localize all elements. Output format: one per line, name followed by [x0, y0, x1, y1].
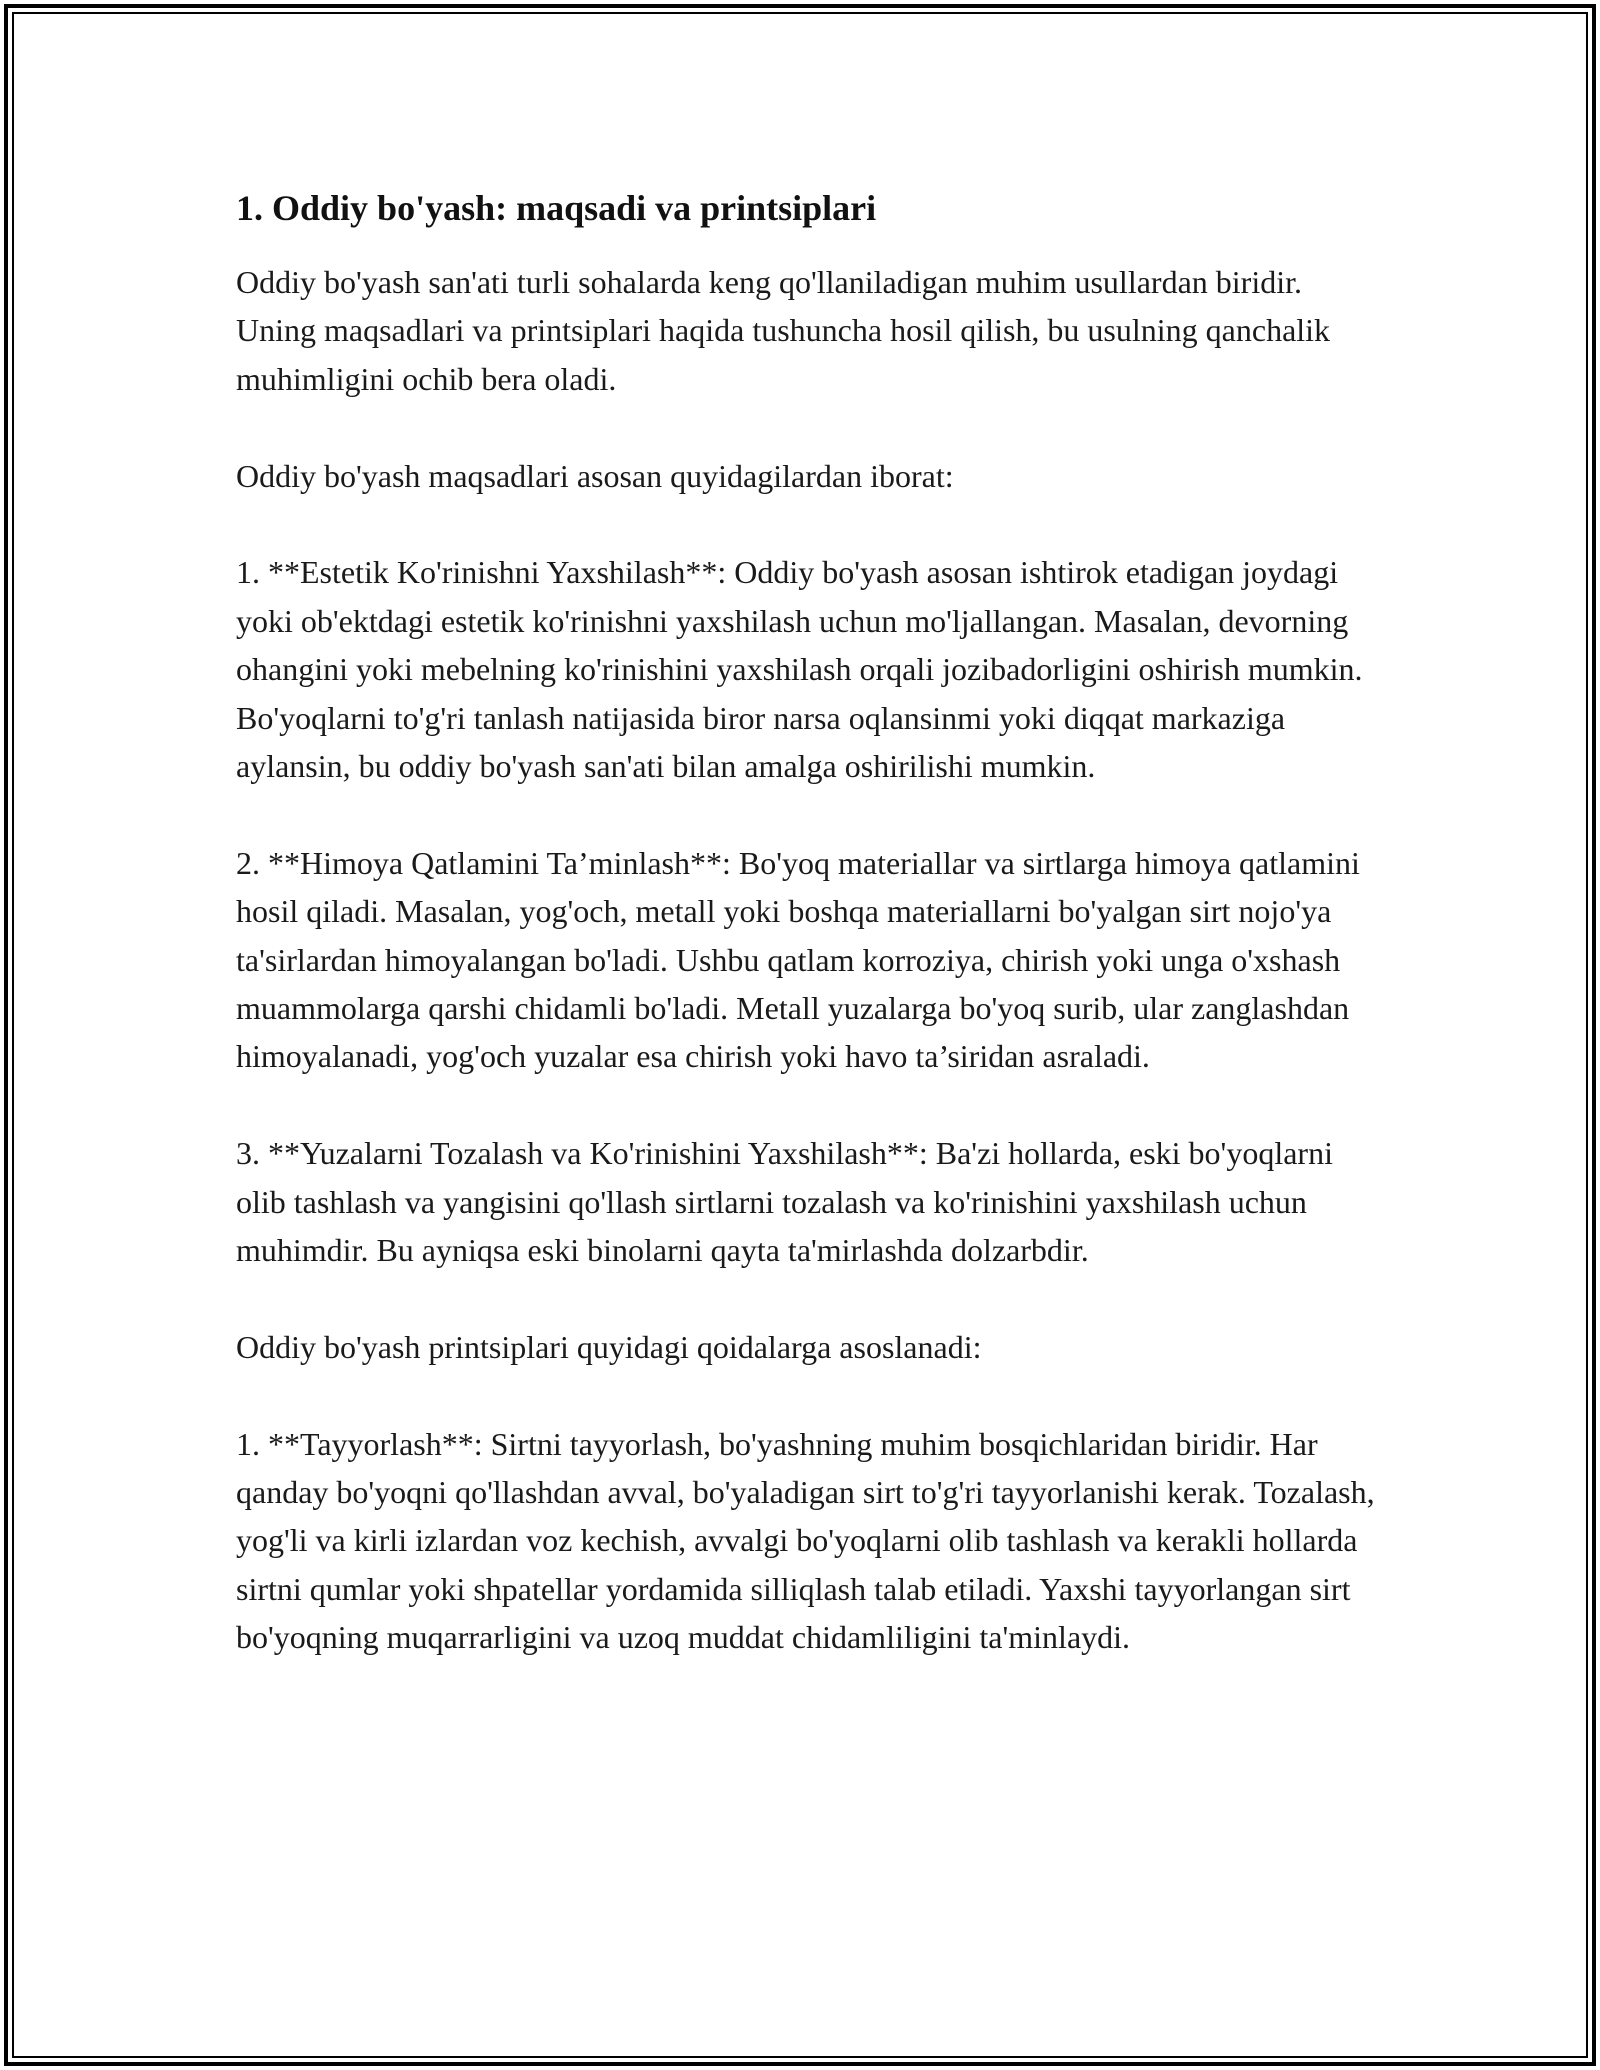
goal-item-cleaning: 3. **Yuzalarni Tozalash va Ko'rinishini Yaxshilash**: Ba'zi hollarda, eski bo'yoqlarni olib tashlash va yangisini qo'llash sirtlarni tozalash va ko'rinishini yaxshilash uchun muhimdir. Bu ayniqsa eski binolarni qayta ta'mirlashda dolzarbdir.	[236, 1135, 1333, 1269]
principles-heading-paragraph: Oddiy bo'yash printsiplari quyidagi qoidalarga asoslanadi:	[236, 1328, 982, 1365]
goal-item-aesthetic: 1. **Estetik Ko'rinishni Yaxshilash**: Oddiy bo'yash asosan ishtirok etadigan joydagi yoki ob'ektdagi estetik ko'rinishni yaxshilash uchun mo'ljallangan. Masalan, devorning ohangini yoki mebelning ko'rinishini yaxshilash orqali jozibadorligini oshirish mumkin. Bo'yoqlarni to'g'ri tanlash natijasida biror narsa oqlansinmi yoki diqqat markaziga aylansin, bu oddiy bo'yash san'ati bilan amalga oshirilishi mumkin.	[236, 554, 1363, 785]
intro-paragraph: Oddiy bo'yash san'ati turli sohalarda keng qo'llaniladigan muhim usullardan biridir. Uning maqsadlari va printsiplari haqida tushuncha hosil qilish, bu usulning qanchalik muhimligini ochib bera oladi.	[236, 264, 1331, 397]
goal-item-protection: 2. **Himoya Qatlamini Ta’minlash**: Bo'yoq materiallar va sirtlarga himoya qatlamini hosil qiladi. Masalan, yog'och, metall yoki boshqa materiallarni bo'yalgan sirt nojo'ya ta'sirlardan himoyalangan bo'ladi. Ushbu qatlam korroziya, chirish yoki unga o'xshash muammolarga qarshi chidamli bo'ladi. Metall yuzalarga bo'yoq surib, ular zanglashdan himoyalanadi, yog'och yuzalar esa chirish yoki havo ta’siridan asraladi.	[236, 844, 1360, 1075]
page-title: 1. Oddiy bo'yash: maqsadi va printsiplari	[236, 188, 877, 228]
document-body	[236, 186, 1376, 1710]
principle-item-preparation: 1. **Tayyorlash**: Sirtni tayyorlash, bo'yashning muhim bosqichlaridan biridir. Har qanday bo'yoqni qo'llashdan avval, bo'yaladigan sirt to'g'ri tayyorlanishi kerak. Tozalash, yog'li va kirli izlardan voz kechish, avvalgi bo'yoqlarni olib tashlash va kerakli hollarda sirtni qumlar yoki shpatellar yordamida silliqlash talab etiladi. Yaxshi tayyorlangan sirt bo'yoqning muqarrarligini va uzoq muddat chidamliligini ta'minlaydi.	[236, 1425, 1375, 1656]
goals-heading-paragraph: Oddiy bo'yash maqsadlari asosan quyidagilardan iborat:	[236, 457, 954, 494]
